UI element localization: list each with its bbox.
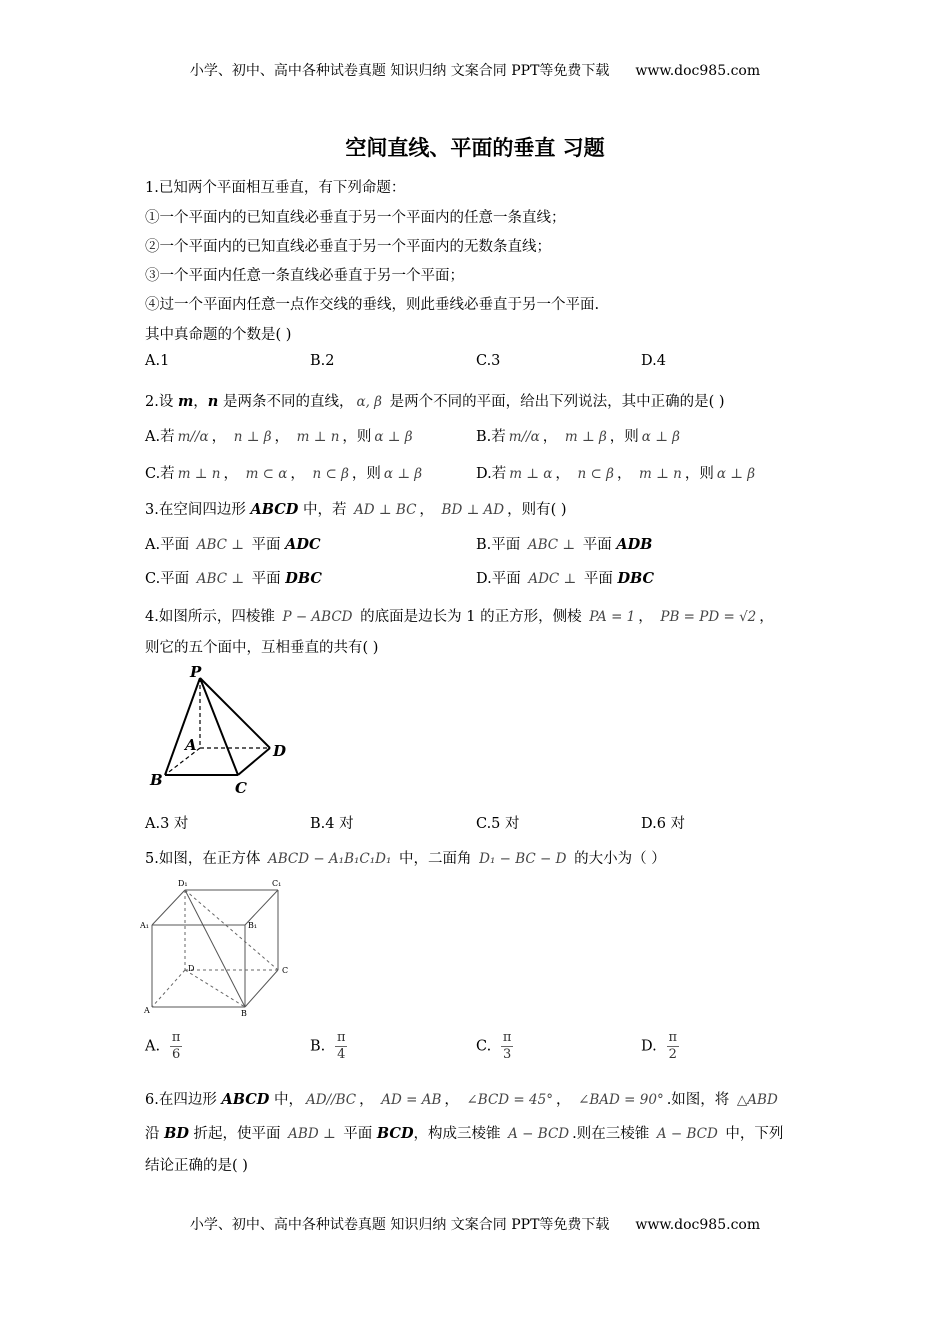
q1-stem: 1.已知两个平面相互垂直，有下列命题：: [145, 180, 406, 196]
header-text: 小学、初中、高中各种试卷真题 知识归纳 文案合同 PPT等免费下载: [189, 63, 610, 79]
header-site[interactable]: www.doc985.com: [635, 63, 761, 79]
q2-stem: 2.设 m，n 是两条不同的直线， α, β 是两个不同的平面，给出下列说法，其中正确的是( ): [145, 393, 725, 410]
q1-statement-4: ④过一个平面内任意一点作交线的垂线，则此垂线必垂直于另一个平面.: [145, 297, 600, 313]
pyramid-figure: [140, 660, 300, 800]
q6-stem-line2: 沿 BD 折起，使平面 ABD ⊥ 平面 BCD，构成三棱锥 A − BCD .则在三棱锥 A − BCD 中，下列: [145, 1125, 784, 1142]
q2-option-d[interactable]: D.若 m ⊥ α ， n ⊂ β ， m ⊥ n ，则 α ⊥ β: [476, 466, 756, 482]
q3-option-b[interactable]: B.平面 ABC ⊥ 平面 ADB: [476, 536, 653, 553]
q2-option-a[interactable]: A.若 m//α ， n ⊥ β ， m ⊥ n ，则 α ⊥ β: [145, 429, 413, 445]
q1-option-b[interactable]: B.2: [310, 353, 335, 369]
label-d: D: [273, 742, 287, 760]
q4-option-b[interactable]: B.4 对: [310, 816, 354, 832]
q1-option-a[interactable]: A.1: [145, 353, 170, 369]
q5-option-a[interactable]: A. $\frac{\pi}{6}$: [145, 1030, 181, 1062]
q4-stem: 4.如图所示，四棱锥 P − ABCD 的底面是边长为 1 的正方形，侧棱 PA = 1 ， PB = PD = √2 ，: [145, 609, 774, 625]
q6-stem-line3: 结论正确的是( ): [145, 1158, 248, 1174]
label-d1: D₁: [178, 879, 188, 888]
label-b: B: [241, 1009, 247, 1018]
q3-option-a[interactable]: A.平面 ABC ⊥ 平面 ADC: [145, 536, 321, 553]
label-c: C: [282, 966, 289, 975]
q3-option-d[interactable]: D.平面 ADC ⊥ 平面 DBC: [476, 570, 655, 587]
label-b: B: [150, 771, 163, 789]
footer-site[interactable]: www.doc985.com: [635, 1217, 761, 1233]
q4-option-d[interactable]: D.6 对: [641, 816, 686, 832]
q1-statement-3: ③一个平面内任意一条直线必垂直于另一个平面；: [145, 268, 464, 284]
q5-option-c[interactable]: C. $\frac{\pi}{3}$: [476, 1030, 512, 1062]
q4-option-c[interactable]: C.5 对: [476, 816, 520, 832]
label-c1: C₁: [272, 879, 282, 888]
label-a: A: [144, 1006, 150, 1015]
q1-option-d[interactable]: D.4: [641, 353, 666, 369]
q3-option-c[interactable]: C.平面 ABC ⊥ 平面 DBC: [145, 570, 322, 587]
label-d: D: [188, 964, 195, 973]
page-footer: [0, 1214, 950, 1234]
label-a: A: [185, 736, 197, 754]
label-c: C: [235, 779, 247, 797]
cube-figure: [140, 875, 290, 1020]
q2-option-c[interactable]: C.若 m ⊥ n ， m ⊂ α ， n ⊂ β ，则 α ⊥ β: [145, 466, 423, 482]
footer-text: 小学、初中、高中各种试卷真题 知识归纳 文案合同 PPT等免费下载: [189, 1217, 610, 1233]
label-b1: B₁: [248, 921, 258, 930]
label-p: P: [190, 663, 202, 681]
q2-option-b[interactable]: B.若 m//α ， m ⊥ β ，则 α ⊥ β: [476, 429, 680, 445]
q4-stem-line2: 则它的五个面中，互相垂直的共有( ): [145, 640, 379, 656]
q1-option-c[interactable]: C.3: [476, 353, 501, 369]
q1-ask: 其中真命题的个数是( ): [145, 327, 292, 343]
q5-option-d[interactable]: D. $\frac{\pi}{2}$: [641, 1030, 677, 1062]
page-header: [0, 60, 950, 80]
q5-stem: 5.如图，在正方体 ABCD − A₁B₁C₁D₁ 中，二面角 D₁ − BC − D 的大小为（ ）: [145, 851, 666, 867]
q3-stem: 3.在空间四边形 ABCD 中，若 AD ⊥ BC ， BD ⊥ AD ，则有( ): [145, 501, 567, 518]
page-title: 空间直线、平面的垂直 习题: [345, 136, 605, 160]
q6-stem: 6.在四边形 ABCD 中， AD//BC ， AD = AB ， ∠BCD = 45° ， ∠BAD = 90° .如图，将 △ABD: [145, 1091, 778, 1108]
q5-option-b[interactable]: B. $\frac{\pi}{4}$: [310, 1030, 346, 1062]
label-a1: A₁: [140, 921, 149, 930]
q1-statement-1: ①一个平面内的已知直线必垂直于另一个平面内的任意一条直线；: [145, 210, 566, 226]
q4-option-a[interactable]: A.3 对: [145, 816, 189, 832]
q1-statement-2: ②一个平面内的已知直线必垂直于另一个平面内的无数条直线；: [145, 239, 551, 255]
